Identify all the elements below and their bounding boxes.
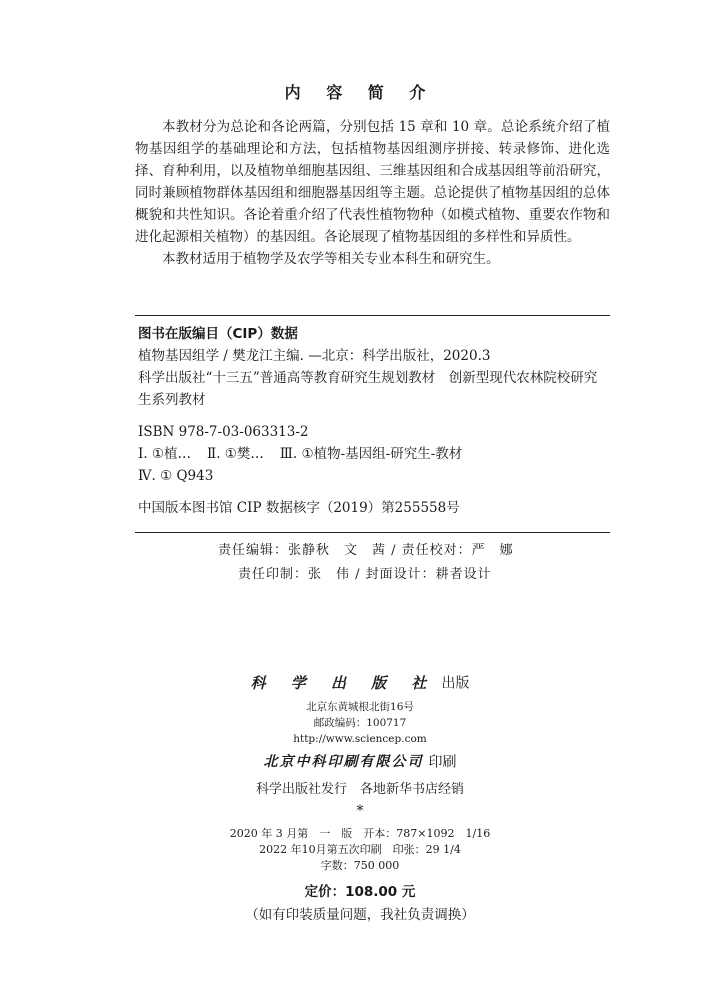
publisher-suffix: 出版: [441, 675, 470, 692]
classification-item: Ⅰ. ①植…: [138, 446, 192, 462]
cip-heading: 图书在版编目（CIP）数据: [138, 326, 298, 342]
distribution-info: 科学出版社发行 各地新华书店经销: [255, 781, 464, 797]
publisher-logo-text: 科 学 出 版 社: [250, 674, 437, 692]
top-divider: [135, 315, 610, 316]
print-specs: [0, 826, 720, 874]
classification-row: [138, 443, 608, 465]
bottom-divider: [135, 532, 610, 533]
separator-star: *: [356, 802, 364, 819]
printer-name: 北京中科印刷有限公司: [263, 754, 424, 770]
price: 定价：108.00 元: [304, 884, 416, 900]
quality-note: （如有印装质量问题，我社负责调换）: [245, 907, 475, 923]
classification-item: Ⅲ. ①植物-基因组-研究生-教材: [279, 446, 463, 462]
isbn: ISBN 978-7-03-063313-2: [138, 424, 309, 440]
cip-record-number: 中国版本图书馆 CIP 数据核字（2019）第255558号: [138, 500, 460, 516]
classification-item: Ⅳ. ① Q943: [138, 468, 214, 484]
classification-item: Ⅱ. ①樊…: [207, 446, 264, 462]
publisher-block: [0, 672, 720, 819]
page-title: 内 容 简 介: [284, 83, 436, 102]
publisher-postcode: 邮政编码：100717: [313, 717, 407, 729]
cip-data-block: [138, 323, 608, 519]
summary-paragraph: 本教材适用于植物学及农学等相关专业本科生和研究生。: [162, 251, 500, 267]
printer-suffix: 印刷: [428, 754, 457, 771]
book-summary: [135, 116, 610, 270]
editor-line: 责任编辑：张静秋 文 茜 / 责任校对：严 娜: [218, 543, 514, 558]
cip-series: 科学出版社“十三五”普通高等教育研究生规划教材 创新型现代农林院校研究生系列教材: [138, 370, 598, 408]
cip-line: 植物基因组学 / 樊龙江主编. —北京：科学出版社，2020.3: [138, 348, 491, 364]
publisher-url: http://www.sciencep.com: [293, 733, 427, 745]
spec-line: 2020 年 3 月第 一 版 开本：787×1092 1/16: [229, 827, 491, 840]
editor-line: 责任印制：张 伟 / 封面设计：耕者设计: [238, 567, 492, 582]
spec-line: 2022 年10月第五次印刷 印张：29 1/4: [259, 843, 461, 856]
summary-paragraph: 本教材分为总论和各论两篇，分别包括 15 章和 10 章。总论系统介绍了植物基因组学的基础理论和方法，包括植物基因组测序拼接、转录修饰、进化选择、育种利用，以及植物单细胞基因组、三维基因组和合成基因组等前沿研究，同时兼顾植物群体基因组和细胞器基因组等主题。总论提供了植物基因组的总体概貌和共性知识。各论着重介绍了代表性植物物种（如模式植物、重要农作物和进化起源相关植物）的基因组。各论展现了植物基因组的多样性和异质性。: [135, 119, 610, 245]
spec-line: 字数：750 000: [320, 859, 400, 872]
publisher-address: 北京东黄城根北街16号: [306, 701, 414, 713]
